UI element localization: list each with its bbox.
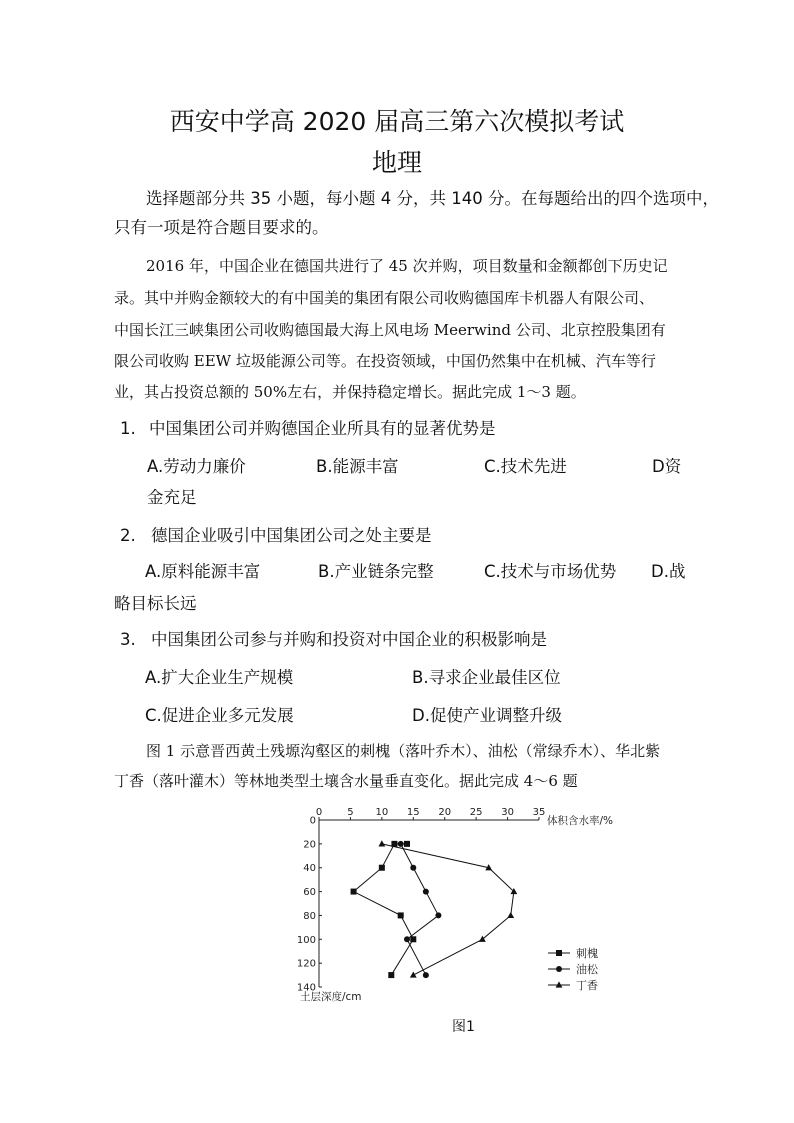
option-1d[interactable]: D资 bbox=[652, 457, 682, 476]
x-tick-label: 25 bbox=[469, 807, 483, 818]
question-1 bbox=[120, 415, 496, 439]
legend-label: 油松 bbox=[576, 963, 598, 976]
soil-moisture-chart bbox=[290, 800, 640, 1010]
x-tick-label: 35 bbox=[532, 807, 546, 818]
question-stem: 德国企业吸引中国集团公司之处主要是 bbox=[151, 526, 432, 545]
x-tick-label: 30 bbox=[501, 807, 514, 818]
legend-label: 丁香 bbox=[576, 979, 598, 992]
question-3 bbox=[120, 626, 547, 650]
option-2c[interactable]: C.技术与市场优势 bbox=[484, 562, 617, 581]
y-tick-label: 20 bbox=[303, 839, 316, 851]
data-point-circle bbox=[423, 889, 429, 895]
y-tick-label: 80 bbox=[303, 910, 316, 922]
data-point-circle bbox=[398, 841, 404, 847]
series-line-triangle bbox=[382, 844, 514, 975]
data-point-triangle bbox=[507, 912, 514, 918]
data-point-square bbox=[398, 912, 404, 918]
figure-caption: 图1 bbox=[452, 1019, 475, 1035]
option-1c[interactable]: C.技术先进 bbox=[484, 457, 567, 476]
legend-marker-square bbox=[556, 950, 562, 956]
question-stem: 中国集团公司参与并购和投资对中国企业的积极影响是 bbox=[151, 630, 547, 649]
data-point-circle bbox=[435, 912, 441, 918]
data-point-square bbox=[351, 889, 357, 895]
option-3c[interactable]: C.促进企业多元发展 bbox=[145, 706, 294, 725]
option-2d-wrap: 略目标长远 bbox=[114, 594, 197, 613]
option-3a[interactable]: A.扩大企业生产规模 bbox=[145, 668, 294, 687]
data-point-square bbox=[388, 972, 394, 978]
passage1-line-3: 中国长江三峡集团公司收购德国最大海上风电场 Meerwind 公司、北京控股集团有 bbox=[114, 321, 666, 339]
option-2d[interactable]: D.战 bbox=[651, 562, 686, 581]
x-tick-label: 15 bbox=[406, 807, 420, 818]
chart-axes bbox=[297, 807, 613, 1003]
data-point-circle bbox=[404, 936, 410, 942]
option-2a[interactable]: A.原料能源丰富 bbox=[145, 562, 261, 581]
option-1b[interactable]: B.能源丰富 bbox=[316, 457, 399, 476]
data-point-square bbox=[410, 936, 416, 942]
subject-title: 地理 bbox=[371, 148, 422, 177]
passage2-line-2: 丁香（落叶灌木）等林地类型土壤含水量垂直变化。据此完成 4～6 题 bbox=[114, 772, 578, 790]
y-tick-label: 40 bbox=[303, 863, 316, 875]
y-tick-label: 120 bbox=[296, 958, 316, 970]
data-point-circle bbox=[423, 972, 429, 978]
x-tick-label: 20 bbox=[438, 807, 452, 818]
x-tick-label: 10 bbox=[375, 807, 389, 818]
question-stem: 中国集团公司并购德国企业所具有的显著优势是 bbox=[149, 419, 496, 438]
passage2-line-1: 图 1 示意晋西黄土残塬沟壑区的刺槐（落叶乔木）、油松（常绿乔木）、华北紫 bbox=[146, 742, 661, 760]
chart-series bbox=[351, 840, 518, 978]
y-tick-label: 100 bbox=[296, 934, 316, 946]
option-1a[interactable]: A.劳动力廉价 bbox=[147, 457, 246, 476]
x-axis-label: 体积含水率/% bbox=[547, 815, 614, 827]
question-number: 1. bbox=[120, 419, 136, 438]
option-3b[interactable]: B.寻求企业最佳区位 bbox=[412, 668, 561, 687]
data-point-circle bbox=[410, 865, 416, 871]
option-1d-wrap: 金充足 bbox=[147, 488, 197, 507]
series-line-square bbox=[354, 844, 414, 975]
question-number: 2. bbox=[120, 526, 136, 545]
x-tick-label: 5 bbox=[347, 807, 354, 818]
passage1-line-4: 限公司收购 EEW 垃圾能源公司等。在投资领域，中国仍然集中在机械、汽车等行 bbox=[114, 352, 656, 370]
option-3d[interactable]: D.促使产业调整升级 bbox=[412, 706, 562, 725]
passage1-line-5: 业，其占投资总额的 50%左右，并保持稳定增长。据此完成 1～3 题。 bbox=[114, 383, 586, 401]
chart-legend bbox=[548, 946, 599, 992]
y-tick-label: 60 bbox=[303, 887, 316, 899]
y-tick-label: 0 bbox=[309, 815, 316, 827]
data-point-square bbox=[404, 841, 410, 847]
data-point-triangle bbox=[410, 971, 417, 977]
data-point-triangle bbox=[378, 840, 385, 846]
question-2 bbox=[120, 522, 432, 546]
option-2b[interactable]: B.产业链条完整 bbox=[318, 562, 434, 581]
x-tick-label: 0 bbox=[315, 807, 323, 818]
data-point-triangle bbox=[479, 936, 486, 942]
legend-label: 刺槐 bbox=[576, 947, 598, 960]
y-axis-label: 土层深度/cm bbox=[300, 991, 362, 1003]
data-point-square bbox=[379, 865, 385, 871]
exam-title: 西安中学高 2020 届高三第六次模拟考试 bbox=[169, 107, 625, 136]
passage1-line-2: 录。其中并购金额较大的有中国美的集团有限公司收购德国库卡机器人有限公司、 bbox=[114, 289, 655, 307]
instructions-line-1: 选择题部分共 35 小题，每小题 4 分，共 140 分。在每题给出的四个选项中， bbox=[146, 189, 719, 208]
passage1-line-1: 2016 年，中国企业在德国共进行了 45 次并购，项目数量和金额都创下历史记 bbox=[146, 257, 668, 275]
legend-marker-circle bbox=[556, 966, 562, 972]
question-number: 3. bbox=[120, 630, 136, 649]
instructions-line-2: 只有一项是符合题目要求的。 bbox=[114, 218, 329, 237]
series-line-circle bbox=[401, 844, 439, 975]
y-tick-label: 140 bbox=[296, 982, 316, 994]
